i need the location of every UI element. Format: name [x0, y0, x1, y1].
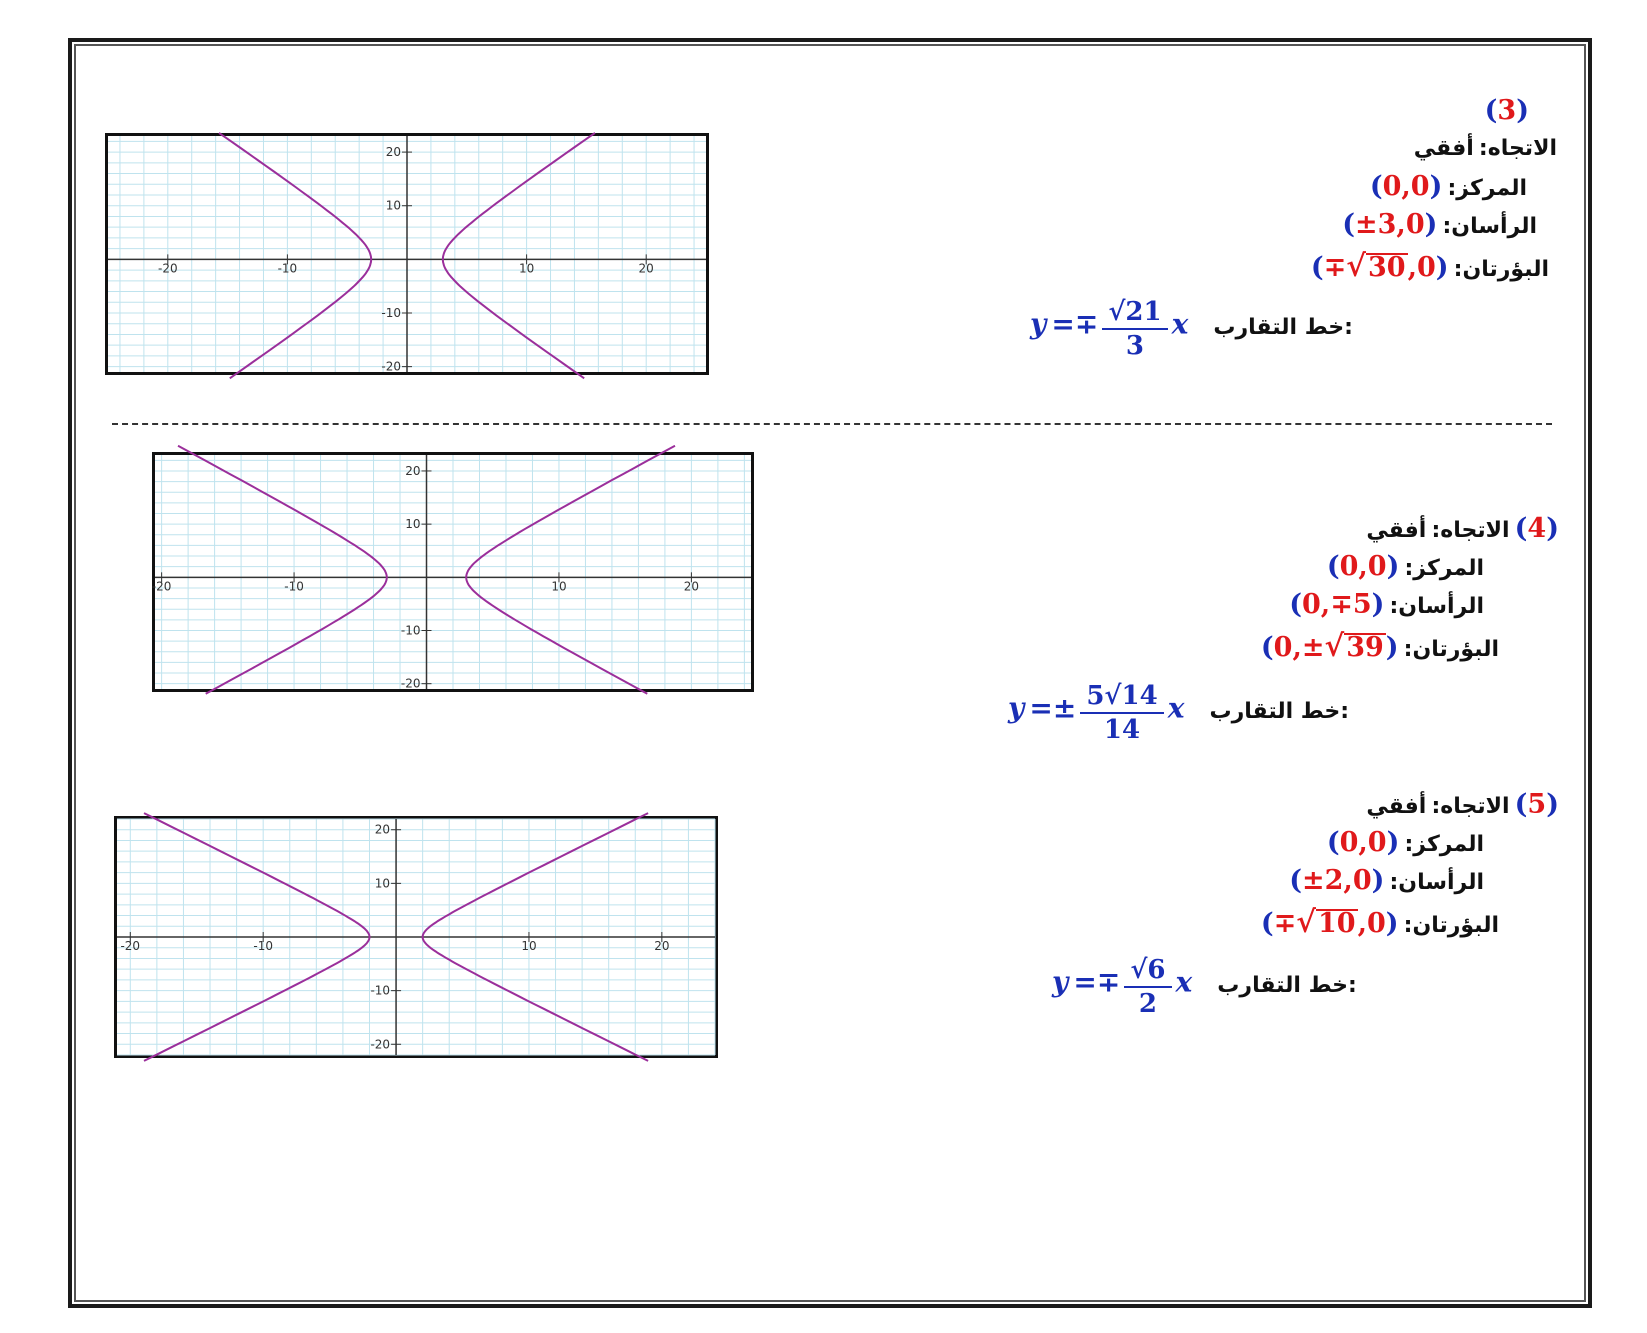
- center-row-4: المركز: (0,0): [1326, 551, 1484, 582]
- asymptote-row-3: y =∓ $\frac{√21}{3}$ x خط التقارب:: [1030, 297, 1353, 361]
- problem-4-info: [959, 510, 1559, 670]
- y-tick-label: -20: [400, 676, 421, 691]
- vertices-row-3: الرأسان: (±3,0): [1342, 209, 1537, 240]
- y-tick-label: 20: [405, 463, 421, 478]
- y-tick-label: -20: [370, 1037, 391, 1052]
- section-divider: [112, 423, 1552, 425]
- vertices-row-5: الرأسان: (±2,0): [1289, 865, 1484, 896]
- foci-row-3: البؤرتان: (∓√30,0): [1310, 249, 1549, 284]
- graph-problem-4: [152, 452, 754, 692]
- x-tick-label: -10: [253, 939, 273, 953]
- x-tick-label: -10: [277, 261, 298, 276]
- x-tick-label: 10: [518, 261, 535, 276]
- hyperbola-chart-3: [108, 136, 706, 372]
- x-tick-label: 20: [638, 261, 654, 276]
- direction-row-5: (5) الاتجاه: أفقي: [1366, 789, 1559, 820]
- vertices-row-4: الرأسان: (0,∓5): [1289, 589, 1484, 620]
- asymptote-row-5: y =∓ $\frac{√6}{2}$ x خط التقارب:: [1052, 955, 1357, 1019]
- hyperbola-right-branch: [443, 133, 595, 378]
- foci-row-4: البؤرتان: (0,±√39): [1260, 629, 1499, 664]
- x-tick-label: 20: [683, 579, 700, 594]
- foci-row-5: البؤرتان: (∓√10,0): [1260, 905, 1499, 940]
- hyperbola-right-branch: [466, 446, 675, 694]
- problem-5-info: [959, 786, 1559, 946]
- y-tick-label: -20: [381, 359, 401, 374]
- hyperbola-chart-5: [117, 819, 715, 1055]
- y-tick-label: 10: [405, 517, 421, 532]
- graph-problem-5: [114, 816, 718, 1058]
- hyperbola-chart-4: [151, 455, 751, 691]
- asymptote-row-4: y =± $\frac{5√14}{14}$ x خط التقارب:: [1008, 681, 1350, 745]
- direction-row-4: (4) الاتجاه: أفقي: [1366, 513, 1559, 544]
- x-tick-label: 10: [551, 579, 567, 594]
- y-tick-label: -10: [400, 623, 421, 638]
- problem-number-3: (3): [1484, 95, 1529, 126]
- hyperbola-left-branch: [219, 133, 371, 378]
- direction-row-3: الاتجاه: أفقي: [1413, 136, 1557, 161]
- x-tick-label: 20: [654, 939, 670, 953]
- x-tick-label: -20: [151, 579, 172, 594]
- center-row-5: المركز: (0,0): [1326, 827, 1484, 858]
- y-tick-label: 10: [385, 198, 401, 213]
- center-row-3: المركز: (0,0): [1369, 171, 1527, 202]
- hyperbola-left-branch: [178, 446, 387, 694]
- y-tick-label: -10: [381, 306, 401, 320]
- x-tick-label: -20: [157, 261, 178, 276]
- problem-3-info: [957, 92, 1557, 290]
- y-tick-label: -10: [370, 983, 391, 998]
- x-tick-label: 10: [521, 939, 537, 953]
- y-tick-label: 20: [374, 822, 391, 837]
- x-tick-label: -10: [284, 579, 304, 594]
- y-tick-label: 10: [374, 876, 391, 891]
- y-tick-label: 20: [385, 145, 401, 160]
- graph-problem-3: [105, 133, 709, 375]
- x-tick-label: -20: [120, 939, 141, 953]
